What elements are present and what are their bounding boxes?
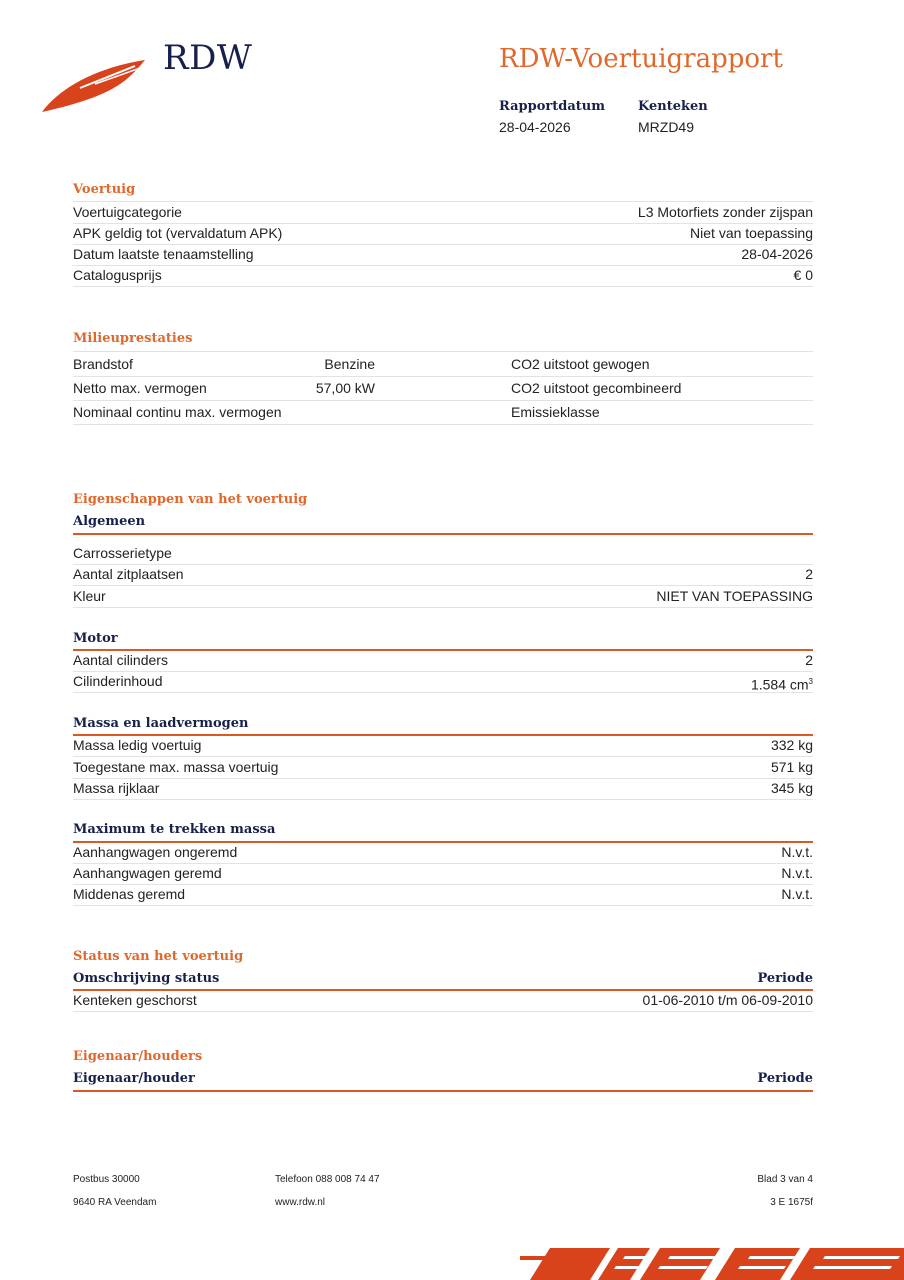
eigenaar-col-periode: Periode: [757, 1071, 813, 1086]
row-value: 345 kg: [770, 780, 813, 796]
row-value: 28-04-2026: [741, 246, 813, 262]
row-label: Brandstof: [73, 356, 133, 372]
eigenaar-col-houder: Eigenaar/houder: [73, 1071, 195, 1086]
row-label-2: CO2 uitstoot gewogen: [511, 356, 650, 372]
table-row: [73, 564, 813, 586]
eigenaar-header: [73, 1071, 813, 1086]
section-voertuig-title: Voertuig: [73, 182, 136, 197]
section-status-title: Status van het voertuig: [73, 949, 244, 964]
row-label: Netto max. vermogen: [73, 380, 207, 396]
table-row: [73, 842, 813, 864]
row-value: 571 kg: [770, 759, 813, 775]
row-value: 332 kg: [770, 737, 813, 753]
row-label: APK geldig tot (vervaldatum APK): [73, 225, 283, 241]
footer-address-2: 9640 RA Veendam: [73, 1197, 157, 1208]
rapportdatum-value: 28-04-2026: [499, 119, 571, 135]
row-label: Aantal cilinders: [73, 652, 168, 668]
row-label: Aanhangwagen geremd: [73, 865, 222, 881]
row-label: Massa rijklaar: [73, 780, 160, 796]
table-row: [73, 884, 813, 906]
subsection-motor-title: Motor: [73, 631, 118, 646]
table-row: [73, 757, 813, 779]
row-value: [751, 671, 813, 696]
table-row: [73, 863, 813, 885]
row-label: Cilinderinhoud: [73, 673, 163, 689]
row-label-2: Emissieklasse: [511, 404, 600, 420]
row-value: N.v.t.: [781, 844, 813, 860]
kenteken-value: MRZD49: [638, 119, 695, 135]
logo-text: RDW: [163, 38, 253, 78]
section-milieu-title: Milieuprestaties: [73, 331, 193, 346]
row-label: Nominaal continu max. vermogen: [73, 404, 282, 420]
table-row: [73, 244, 813, 266]
subsection-massa-title: Massa en laadvermogen: [73, 716, 249, 731]
row-value: NIET VAN TOEPASSING: [656, 588, 813, 604]
footer-address-1: Postbus 30000: [73, 1174, 140, 1185]
table-row: [73, 265, 813, 287]
footer-web: www.rdw.nl: [275, 1197, 326, 1208]
divider: [73, 1090, 813, 1092]
row-value: L3 Motorfiets zonder zijspan: [637, 204, 813, 220]
row-value: 01-06-2010 t/m 06-09-2010: [642, 992, 813, 1008]
row-label: Voertuigcategorie: [73, 204, 182, 220]
row-value: Niet van toepassing: [690, 225, 813, 241]
subsection-algemeen-title: Algemeen: [73, 514, 146, 529]
row-label: Aanhangwagen ongeremd: [73, 844, 238, 860]
unit-superscript: 3: [808, 677, 813, 686]
footer-code: 3 E 1675f: [770, 1197, 813, 1208]
table-row: [73, 400, 813, 425]
footer-phone: Telefoon 088 008 74 47: [275, 1174, 380, 1185]
row-value: 2: [805, 652, 813, 668]
status-col-periode: Periode: [757, 971, 813, 986]
rdw-logo-icon: [40, 58, 150, 114]
status-header: [73, 971, 813, 986]
row-value: 2: [805, 566, 813, 582]
subsection-trekken-title: Maximum te trekken massa: [73, 822, 276, 837]
row-label: Middenas geremd: [73, 886, 186, 902]
table-row: [73, 543, 813, 565]
row-label: Aantal zitplaatsen: [73, 566, 184, 582]
rapportdatum-label: Rapportdatum: [499, 99, 605, 114]
row-label: Massa ledig voertuig: [73, 737, 202, 753]
table-row: [73, 735, 813, 757]
row-label: Kleur: [73, 588, 106, 604]
row-label: Carrosserietype: [73, 545, 172, 561]
table-row: [73, 201, 813, 224]
row-value: € 0: [793, 267, 813, 283]
table-row: [73, 990, 813, 1012]
report-title: RDW-Voertuigrapport: [499, 44, 783, 74]
row-label: Catalogusprijs: [73, 267, 162, 283]
row-value: N.v.t.: [781, 865, 813, 881]
section-eigenschappen-title: Eigenschappen van het voertuig: [73, 492, 308, 507]
row-label: Datum laatste tenaamstelling: [73, 246, 254, 262]
footer-page: Blad 3 van 4: [757, 1174, 813, 1185]
row-label: Kenteken geschorst: [73, 992, 197, 1008]
table-row: [73, 351, 813, 377]
row-label-2: CO2 uitstoot gecombineerd: [511, 380, 682, 396]
row-value: Benzine: [324, 356, 375, 372]
table-row: [73, 650, 813, 672]
table-row: [73, 376, 813, 401]
row-label: Toegestane max. massa voertuig: [73, 759, 279, 775]
row-value: N.v.t.: [781, 886, 813, 902]
footer-stripes-icon: [520, 1244, 904, 1280]
table-row: [73, 671, 813, 693]
table-row: [73, 586, 813, 608]
table-row: [73, 778, 813, 800]
divider: [73, 533, 813, 535]
status-col-omschrijving: Omschrijving status: [73, 971, 220, 986]
row-value: 57,00 kW: [315, 380, 375, 396]
kenteken-label: Kenteken: [638, 99, 708, 114]
section-eigenaar-title: Eigenaar/houders: [73, 1049, 203, 1064]
table-row: [73, 223, 813, 245]
cilinderinhoud-value: 1.584 cm: [750, 676, 809, 693]
